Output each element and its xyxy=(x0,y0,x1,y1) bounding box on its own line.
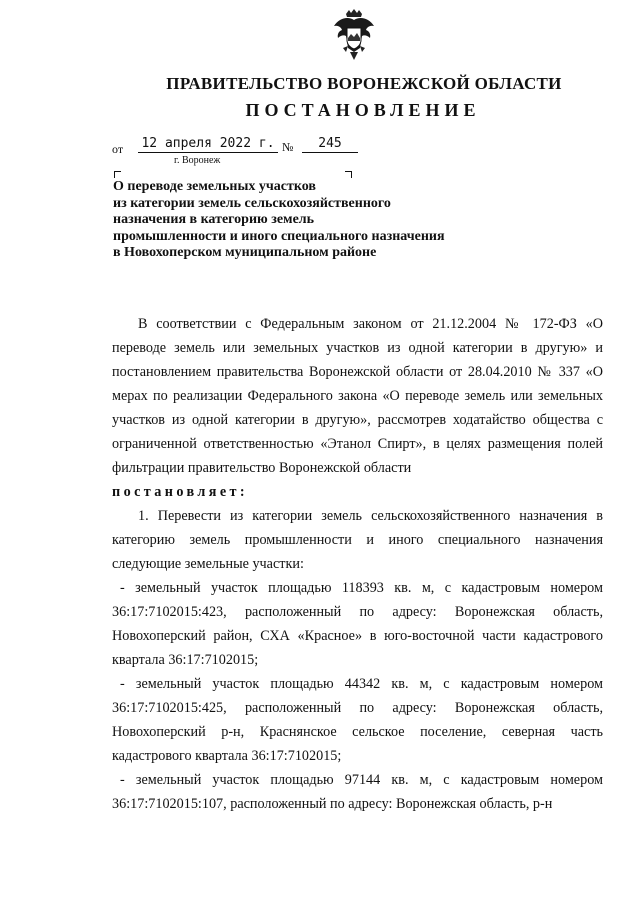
subject-line: О переводе земельных участков xyxy=(113,179,316,194)
document-body xyxy=(112,312,603,816)
document-type-title: ПОСТАНОВЛЕНИЕ xyxy=(245,100,481,120)
subject-corner-mark-right xyxy=(345,171,352,178)
parcel-paragraph: - земельный участок площадью 118393 кв. м, с кадастровым номером 36:17:7102015:423, расположенный по адресу: Воронежская область, Новохоперский район, СХА «Красное» в юго-восточной части кадастрового квартала 36:17:7102015; xyxy=(112,580,603,668)
issue-city: г. Воронеж xyxy=(174,155,221,166)
document-number: 245 xyxy=(302,136,358,153)
parcel-paragraph: - земельный участок площадью 44342 кв. м, с кадастровым номером 36:17:7102015:425, расположенный по адресу: Воронежская область, Новохоперский р-н, Краснянское сельское поселение, северная часть кадастрового квартала 36:17:7102015; xyxy=(112,676,603,764)
subject-corner-mark-left xyxy=(114,171,121,178)
resolves-word: постановляет: xyxy=(112,484,249,500)
document-subject xyxy=(113,179,493,262)
preamble-paragraph: В соответствии с Федеральным законом от 21.12.2004 № 172-ФЗ «О переводе земель или земельных участков из одной категории в другую» и постановлением правительства Воронежской области от 28.04.2010 № 337 «О мерах по реализации Федерального закона «О переводе земель или земельных участков из одной категории в другую», рассмотрев ходатайство общества с ограниченной ответственностью «Этанол Спирт», в целях размещения полей фильтрации правительство Воронежской области xyxy=(112,316,603,476)
dateline xyxy=(112,136,362,170)
parcel-paragraph: - земельный участок площадью 97144 кв. м, с кадастровым номером 36:17:7102015:107, расположенный по адресу: Воронежская область, р-н xyxy=(112,772,603,812)
coat-of-arms-icon xyxy=(331,8,377,66)
subject-line: в Новохоперском муниципальном районе xyxy=(113,245,377,261)
subject-line: промышленности и иного специального назначения xyxy=(113,228,445,244)
subject-line: из категории земель сельскохозяйственного xyxy=(113,195,391,211)
government-title: ПРАВИТЕЛЬСТВО ВОРОНЕЖСКОЙ ОБЛАСТИ xyxy=(166,74,562,93)
subject-line: назначения в категорию земель xyxy=(113,212,315,228)
number-label: № xyxy=(282,140,294,154)
item-1-paragraph: 1. Перевести из категории земель сельскохозяйственного назначения в категорию земель промышленности и иного специального назначения следующие земельные участки: xyxy=(112,508,603,572)
document-date: 12 апреля 2022 г. xyxy=(138,136,278,153)
date-prefix-label: от xyxy=(112,142,124,156)
